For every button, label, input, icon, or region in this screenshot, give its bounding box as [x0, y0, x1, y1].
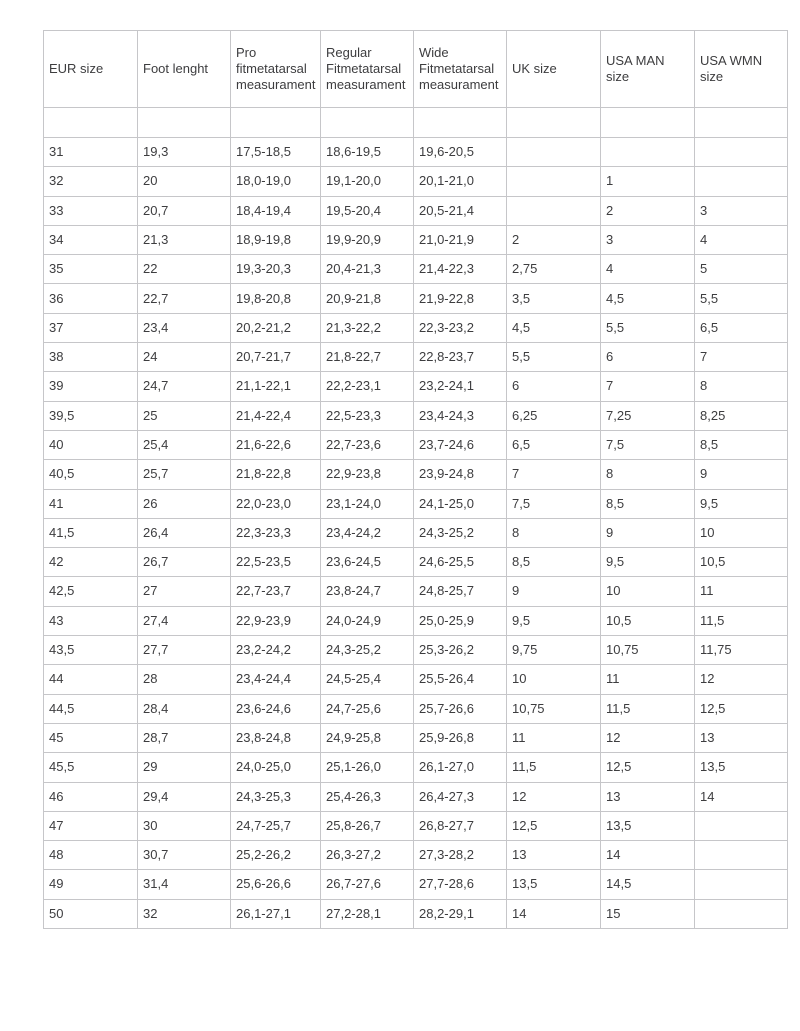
table-cell: 20,9-21,8: [321, 284, 414, 313]
table-cell: 5: [695, 255, 788, 284]
table-cell: 19,1-20,0: [321, 167, 414, 196]
table-cell: 40: [44, 430, 138, 459]
table-cell: [507, 196, 601, 225]
table-cell: 22,7-23,7: [231, 577, 321, 606]
table-cell: [695, 841, 788, 870]
header-cell: Foot lenght: [138, 31, 231, 108]
header-cell: USA MAN size: [601, 31, 695, 108]
table-cell: 41,5: [44, 518, 138, 547]
table-cell: 42: [44, 548, 138, 577]
table-cell: 21,4-22,3: [414, 255, 507, 284]
table-cell: 50: [44, 899, 138, 928]
table-cell: 24,7-25,7: [231, 811, 321, 840]
table-cell: [321, 108, 414, 138]
table-cell: 19,9-20,9: [321, 225, 414, 254]
table-cell: 8,5: [507, 548, 601, 577]
header-cell: Wide Fitmetatarsal measurament: [414, 31, 507, 108]
table-cell: 6,5: [695, 313, 788, 342]
table-cell: 27,2-28,1: [321, 899, 414, 928]
table-cell: 7,25: [601, 401, 695, 430]
table-row: [44, 606, 788, 635]
table-cell: 23,4-24,3: [414, 401, 507, 430]
table-cell: 25,1-26,0: [321, 753, 414, 782]
table-cell: 36: [44, 284, 138, 313]
table-cell: 25,8-26,7: [321, 811, 414, 840]
table-cell: 19,3-20,3: [231, 255, 321, 284]
table-cell: 27,7-28,6: [414, 870, 507, 899]
table-cell: 26,3-27,2: [321, 841, 414, 870]
table-cell: 25,3-26,2: [414, 636, 507, 665]
table-cell: 45,5: [44, 753, 138, 782]
table-cell: 8,5: [601, 489, 695, 518]
table-cell: 25,7-26,6: [414, 694, 507, 723]
table-row: [44, 870, 788, 899]
table-cell: 9,5: [507, 606, 601, 635]
table-cell: 27,7: [138, 636, 231, 665]
table-row: [44, 138, 788, 167]
table-cell: 21,0-21,9: [414, 225, 507, 254]
table-cell: 21,3: [138, 225, 231, 254]
table-cell: 28: [138, 665, 231, 694]
table-cell: 12: [601, 723, 695, 752]
table-row: [44, 811, 788, 840]
table-cell: 22,0-23,0: [231, 489, 321, 518]
table-cell: 26: [138, 489, 231, 518]
table-cell: 9,5: [601, 548, 695, 577]
table-cell: 24,3-25,2: [321, 636, 414, 665]
table-cell: 31: [44, 138, 138, 167]
table-cell: 39: [44, 372, 138, 401]
table-cell: 22,5-23,5: [231, 548, 321, 577]
table-cell: 2: [601, 196, 695, 225]
table-cell: [601, 138, 695, 167]
table-cell: 24,7-25,6: [321, 694, 414, 723]
table-cell: 21,4-22,4: [231, 401, 321, 430]
table-cell: 11: [507, 723, 601, 752]
table-cell: 7,5: [507, 489, 601, 518]
table-cell: 4,5: [601, 284, 695, 313]
table-cell: 24: [138, 343, 231, 372]
table-cell: 10,75: [507, 694, 601, 723]
table-cell: 7: [695, 343, 788, 372]
table-cell: 13: [695, 723, 788, 752]
table-cell: 23,2-24,1: [414, 372, 507, 401]
table-cell: 8: [695, 372, 788, 401]
table-cell: 37: [44, 313, 138, 342]
table-cell: 6,5: [507, 430, 601, 459]
table-cell: 29: [138, 753, 231, 782]
header-cell: UK size: [507, 31, 601, 108]
table-cell: 23,4-24,2: [321, 518, 414, 547]
table-cell: [231, 108, 321, 138]
table-row: [44, 372, 788, 401]
table-cell: 3: [601, 225, 695, 254]
table-cell: 47: [44, 811, 138, 840]
table-cell: 32: [44, 167, 138, 196]
table-cell: 22: [138, 255, 231, 284]
table-cell: 7: [601, 372, 695, 401]
table-cell: [695, 899, 788, 928]
table-cell: 7,5: [601, 430, 695, 459]
table-row: [44, 313, 788, 342]
table-cell: 30,7: [138, 841, 231, 870]
table-cell: 45: [44, 723, 138, 752]
header-cell: Regular Fitmetatarsal measurament: [321, 31, 414, 108]
table-cell: 13,5: [695, 753, 788, 782]
table-cell: 23,7-24,6: [414, 430, 507, 459]
table-cell: 14: [601, 841, 695, 870]
table-cell: 9: [601, 518, 695, 547]
table-cell: 10,75: [601, 636, 695, 665]
table-cell: 11,75: [695, 636, 788, 665]
table-cell: 21,8-22,8: [231, 460, 321, 489]
table-cell: 48: [44, 841, 138, 870]
table-cell: 24,0-24,9: [321, 606, 414, 635]
table-cell: 28,7: [138, 723, 231, 752]
table-cell: 10,5: [601, 606, 695, 635]
table-cell: 21,9-22,8: [414, 284, 507, 313]
table-cell: 22,9-23,9: [231, 606, 321, 635]
table-cell: 24,9-25,8: [321, 723, 414, 752]
table-cell: 23,8-24,7: [321, 577, 414, 606]
table-cell: 10: [601, 577, 695, 606]
table-cell: 8: [601, 460, 695, 489]
spacer-row: [44, 108, 788, 138]
table-row: [44, 225, 788, 254]
table-cell: 4: [601, 255, 695, 284]
table-cell: 19,8-20,8: [231, 284, 321, 313]
table-cell: 8: [507, 518, 601, 547]
table-cell: 20,1-21,0: [414, 167, 507, 196]
table-cell: 38: [44, 343, 138, 372]
table-cell: 6: [507, 372, 601, 401]
table-row: [44, 489, 788, 518]
table-cell: [695, 811, 788, 840]
table-cell: 25,0-25,9: [414, 606, 507, 635]
table-cell: 22,3-23,3: [231, 518, 321, 547]
table-cell: [507, 138, 601, 167]
table-cell: 18,0-19,0: [231, 167, 321, 196]
table-row: [44, 518, 788, 547]
table-cell: 13,5: [507, 870, 601, 899]
table-cell: 28,2-29,1: [414, 899, 507, 928]
table-cell: 24,7: [138, 372, 231, 401]
table-cell: 33: [44, 196, 138, 225]
table-cell: 25,4-26,3: [321, 782, 414, 811]
table-cell: 19,3: [138, 138, 231, 167]
table-cell: 24,3-25,2: [414, 518, 507, 547]
table-cell: 24,6-25,5: [414, 548, 507, 577]
table-cell: 20,5-21,4: [414, 196, 507, 225]
table-row: [44, 167, 788, 196]
table-cell: [695, 167, 788, 196]
table-cell: 25,2-26,2: [231, 841, 321, 870]
table-cell: 27: [138, 577, 231, 606]
table-cell: 12: [695, 665, 788, 694]
table-row: [44, 841, 788, 870]
shoe-size-table: [43, 30, 788, 929]
table-cell: 24,8-25,7: [414, 577, 507, 606]
table-cell: 14: [507, 899, 601, 928]
table-cell: 26,1-27,0: [414, 753, 507, 782]
table-cell: 4: [695, 225, 788, 254]
table-cell: 25,6-26,6: [231, 870, 321, 899]
table-cell: 8,5: [695, 430, 788, 459]
table-cell: [507, 167, 601, 196]
table-cell: 43,5: [44, 636, 138, 665]
table-cell: 23,2-24,2: [231, 636, 321, 665]
table-cell: 22,3-23,2: [414, 313, 507, 342]
table-cell: 44,5: [44, 694, 138, 723]
table-cell: 19,6-20,5: [414, 138, 507, 167]
table-row: [44, 460, 788, 489]
table-cell: 9: [695, 460, 788, 489]
table-cell: 20,4-21,3: [321, 255, 414, 284]
table-cell: 12,5: [695, 694, 788, 723]
header-cell: USA WMN size: [695, 31, 788, 108]
header-cell: EUR size: [44, 31, 138, 108]
header-cell: Pro fitmetatarsal measurament: [231, 31, 321, 108]
table-cell: 23,6-24,5: [321, 548, 414, 577]
table-cell: 15: [601, 899, 695, 928]
table-cell: 26,7-27,6: [321, 870, 414, 899]
table-cell: 20,2-21,2: [231, 313, 321, 342]
table-cell: 5,5: [601, 313, 695, 342]
table-cell: 7: [507, 460, 601, 489]
table-row: [44, 255, 788, 284]
table-cell: 23,8-24,8: [231, 723, 321, 752]
table-cell: 22,7-23,6: [321, 430, 414, 459]
table-cell: 26,8-27,7: [414, 811, 507, 840]
table-row: [44, 430, 788, 459]
table-cell: 22,9-23,8: [321, 460, 414, 489]
table-cell: 12,5: [601, 753, 695, 782]
table-cell: 13,5: [601, 811, 695, 840]
table-cell: 41: [44, 489, 138, 518]
table-cell: [695, 138, 788, 167]
table-row: [44, 548, 788, 577]
table-cell: 26,7: [138, 548, 231, 577]
table-cell: 23,9-24,8: [414, 460, 507, 489]
table-row: [44, 782, 788, 811]
table-cell: 24,0-25,0: [231, 753, 321, 782]
table-cell: 5,5: [507, 343, 601, 372]
table-cell: 13: [601, 782, 695, 811]
table-cell: 25,4: [138, 430, 231, 459]
table-cell: 18,4-19,4: [231, 196, 321, 225]
table-cell: 26,4: [138, 518, 231, 547]
table-cell: 21,8-22,7: [321, 343, 414, 372]
table-cell: 4,5: [507, 313, 601, 342]
table-cell: 11,5: [507, 753, 601, 782]
table-cell: 2,75: [507, 255, 601, 284]
table-cell: 34: [44, 225, 138, 254]
table-cell: 17,5-18,5: [231, 138, 321, 167]
table-cell: 20: [138, 167, 231, 196]
table-cell: 31,4: [138, 870, 231, 899]
table-header: [44, 31, 788, 108]
table-cell: 23,4-24,4: [231, 665, 321, 694]
table-cell: 26,4-27,3: [414, 782, 507, 811]
table-cell: 23,1-24,0: [321, 489, 414, 518]
table-cell: 24,3-25,3: [231, 782, 321, 811]
table-row: [44, 723, 788, 752]
table-body: [44, 108, 788, 929]
header-row: [44, 31, 788, 108]
table-cell: 35: [44, 255, 138, 284]
table-cell: 2: [507, 225, 601, 254]
table-cell: 20,7: [138, 196, 231, 225]
table-cell: 40,5: [44, 460, 138, 489]
table-cell: 25,5-26,4: [414, 665, 507, 694]
table-cell: 11,5: [601, 694, 695, 723]
table-cell: 29,4: [138, 782, 231, 811]
table-cell: 28,4: [138, 694, 231, 723]
table-row: [44, 401, 788, 430]
table-cell: 25,9-26,8: [414, 723, 507, 752]
table-cell: 14,5: [601, 870, 695, 899]
table-row: [44, 636, 788, 665]
table-cell: 23,4: [138, 313, 231, 342]
table-cell: 24,1-25,0: [414, 489, 507, 518]
table-cell: 6: [601, 343, 695, 372]
table-cell: 23,6-24,6: [231, 694, 321, 723]
table-cell: [414, 108, 507, 138]
table-cell: 10,5: [695, 548, 788, 577]
table-cell: 1: [601, 167, 695, 196]
table-cell: 49: [44, 870, 138, 899]
table-cell: 9,5: [695, 489, 788, 518]
table-cell: 18,9-19,8: [231, 225, 321, 254]
table-cell: 46: [44, 782, 138, 811]
table-cell: 12,5: [507, 811, 601, 840]
table-cell: [695, 870, 788, 899]
table-cell: 25,7: [138, 460, 231, 489]
table-cell: 11,5: [695, 606, 788, 635]
table-cell: [695, 108, 788, 138]
table-cell: 30: [138, 811, 231, 840]
table-row: [44, 753, 788, 782]
table-cell: 10: [507, 665, 601, 694]
table-cell: 42,5: [44, 577, 138, 606]
table-cell: 12: [507, 782, 601, 811]
table-cell: 43: [44, 606, 138, 635]
table-row: [44, 343, 788, 372]
table-cell: 11: [601, 665, 695, 694]
table-cell: 21,1-22,1: [231, 372, 321, 401]
table-cell: [138, 108, 231, 138]
table-cell: 25: [138, 401, 231, 430]
table-row: [44, 196, 788, 225]
table-row: [44, 284, 788, 313]
table-cell: 22,5-23,3: [321, 401, 414, 430]
table-cell: 20,7-21,7: [231, 343, 321, 372]
table-cell: 3: [695, 196, 788, 225]
table-cell: 10: [695, 518, 788, 547]
table-cell: 22,2-23,1: [321, 372, 414, 401]
table-cell: 3,5: [507, 284, 601, 313]
table-cell: 26,1-27,1: [231, 899, 321, 928]
table-cell: 21,3-22,2: [321, 313, 414, 342]
table-cell: 6,25: [507, 401, 601, 430]
table-cell: 8,25: [695, 401, 788, 430]
table-cell: 21,6-22,6: [231, 430, 321, 459]
table-cell: 27,4: [138, 606, 231, 635]
table-cell: 22,8-23,7: [414, 343, 507, 372]
table-cell: 24,5-25,4: [321, 665, 414, 694]
table-cell: 22,7: [138, 284, 231, 313]
table-cell: 11: [695, 577, 788, 606]
table-cell: 5,5: [695, 284, 788, 313]
table-row: [44, 665, 788, 694]
table-cell: [507, 108, 601, 138]
table-cell: 14: [695, 782, 788, 811]
table-cell: 19,5-20,4: [321, 196, 414, 225]
table-cell: [601, 108, 695, 138]
table-row: [44, 899, 788, 928]
table-cell: 39,5: [44, 401, 138, 430]
table-cell: 9,75: [507, 636, 601, 665]
table-cell: 32: [138, 899, 231, 928]
table-row: [44, 577, 788, 606]
table-cell: 44: [44, 665, 138, 694]
table-cell: 18,6-19,5: [321, 138, 414, 167]
table-cell: 9: [507, 577, 601, 606]
table-cell: 27,3-28,2: [414, 841, 507, 870]
table-cell: [44, 108, 138, 138]
table-row: [44, 694, 788, 723]
table-cell: 13: [507, 841, 601, 870]
